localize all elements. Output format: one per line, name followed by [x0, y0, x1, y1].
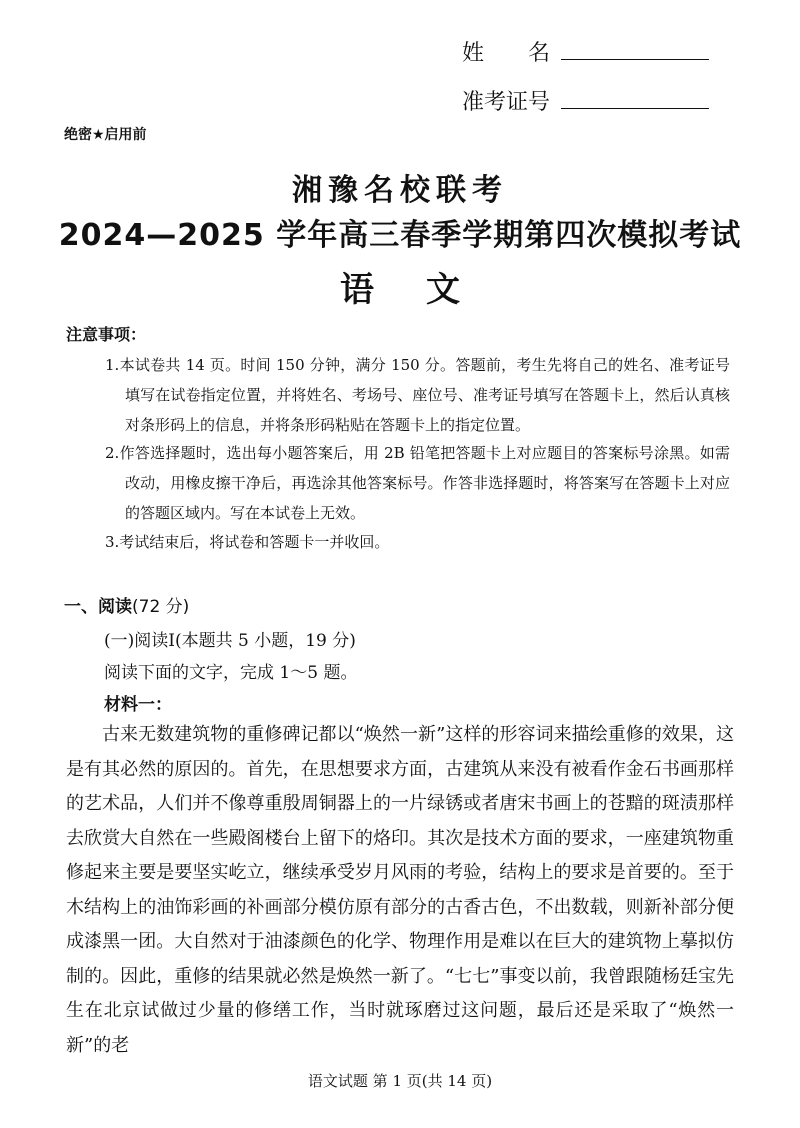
name-blank-line: [561, 39, 709, 60]
note-item-1: 1.本试卷共 14 页。时间 150 分钟，满分 150 分。答题前，考生先将自己的姓名、准考证号填写在试卷指定位置，并将姓名、考场号、座位号、准考证号填写在答题卡上，然后认真核对条形码上的信息，并将条形码粘贴在答题卡上的指定位置。: [105, 356, 730, 434]
notes-heading: 注意事项：: [66, 325, 147, 344]
exam-id-field: [462, 85, 709, 116]
page-footer: 语文试题 第 1 页(共 14 页): [307, 1072, 493, 1090]
section-heading-title: 一、阅读: [64, 597, 132, 617]
subject-title: 语文: [340, 270, 512, 310]
exam-id-blank-line: [561, 88, 709, 109]
note-item-2: 2.作答选择题时，选出每小题答案后，用 2B 铅笔把答题卡上对应题目的答案标号涂黑。如需改动，用橡皮擦干净后，再选涂其他答案标号。作答非选择题时，将答案写在答题卡上对应的答题区域内。写在本试卷上无效。: [105, 444, 730, 522]
exam-title-line2: 2024—2025 学年高三春季学期第四次模拟考试: [58, 218, 742, 253]
section-heading-score: (72 分): [132, 597, 190, 617]
material-label: 材料一：: [104, 695, 172, 715]
exam-title-line1: 湘豫名校联考: [292, 173, 508, 208]
confidential-mark: 绝密★启用前: [64, 127, 147, 143]
note-item-3: 3.考试结束后，将试卷和答题卡一并收回。: [105, 533, 390, 551]
section-heading: [64, 592, 189, 617]
material-paragraph: 古来无数建筑物的重修碑记都以“焕然一新”这样的形容词来描绘重修的效果，这是有其必然的原因的。首先，在思想要求方面，古建筑从来没有被看作金石书画那样的艺术品，人们并不像尊重殷周铜器上的一片绿锈或者唐宋书画上的苍黯的斑渍那样去欣赏大自然在一些殿阁楼台上留下的烙印。其次是技术方面的要求，一座建筑物重修起来主要是要坚实屹立，继续承受岁月风雨的考验，结构上的要求是首要的。至于木结构上的油饰彩画的补画部分模仿原有部分的古香古色，不出数载，则新补部分便成漆黑一团。大自然对于油漆颜色的化学、物理作用是难以在巨大的建筑物上摹拟仿制的。因此，重修的结果就必然是焕然一新了。“七七”事变以前，我曾跟随杨廷宝先生在北京试做过少量的修缮工作，当时就琢磨过这问题，最后还是采取了“焕然一新”的老: [66, 724, 734, 1056]
name-label: 姓 名: [462, 41, 551, 66]
name-field: [462, 36, 709, 67]
sub-section-heading: (一)阅读Ⅰ(本题共 5 小题，19 分): [104, 631, 356, 651]
exam-id-label: 准考证号: [462, 90, 551, 115]
reading-instruction: 阅读下面的文字，完成 1～5 题。: [104, 663, 358, 683]
